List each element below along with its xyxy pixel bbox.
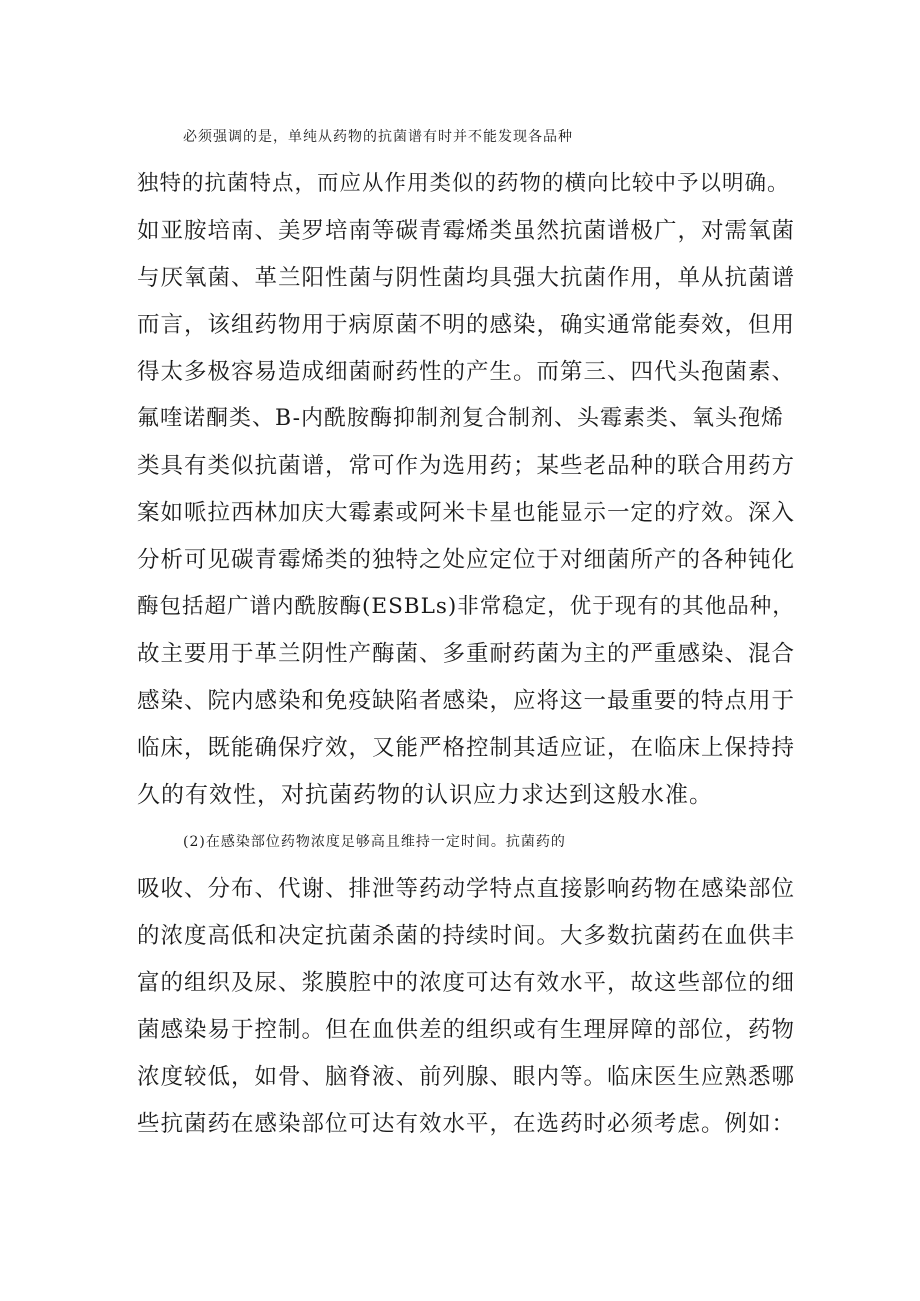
- paragraph2-line-6: 浓度较低，如骨、脑脊液、前列腺、眼内等。临床医生应熟悉哪: [137, 1064, 796, 1090]
- paragraph1-line-5: 而言，该组药物用于病原菌不明的感染，确实通常能奏效，但用: [137, 312, 796, 338]
- paragraph2-line-4: 富的组织及尿、浆膜腔中的浓度可达有效水平，故这些部位的细: [137, 970, 796, 996]
- paragraph1-line-13: 感染、院内感染和免疫缺陷者感染，应将这一最重要的特点用于: [137, 688, 796, 714]
- paragraph2-line-1: (2)在感染部位药物浓度足够高且维持一定时间。抗菌药的: [183, 834, 566, 850]
- paragraph1-line-6: 得太多极容易造成细菌耐药性的产生。而第三、四代头孢菌素、: [137, 359, 796, 385]
- paragraph1-line-4: 与厌氧菌、革兰阳性菌与阴性菌均具强大抗菌作用，单从抗菌谱: [137, 265, 796, 291]
- paragraph2-line-3: 的浓度高低和决定抗菌杀菌的持续时间。大多数抗菌药在血供丰: [137, 923, 796, 949]
- paragraph1-line-8: 类具有类似抗菌谱，常可作为选用药；某些老品种的联合用药方: [137, 453, 796, 479]
- paragraph1-line-12: 故主要用于革兰阴性产酶菌、多重耐药菌为主的严重感染、混合: [137, 641, 796, 667]
- paragraph2-line-5: 菌感染易于控制。但在血供差的组织或有生理屏障的部位，药物: [137, 1017, 796, 1043]
- paragraph1-line-2: 独特的抗菌特点，而应从作用类似的药物的横向比较中予以明确。: [137, 171, 790, 196]
- paragraph1-line-14: 临床，既能确保疗效，又能严格控制其适应证，在临床上保持持: [137, 735, 796, 761]
- paragraph2-line-7: 些抗菌药在感染部位可达有效水平，在选药时必须考虑。例如：: [137, 1111, 796, 1137]
- paragraph1-line-10: 分析可见碳青霉烯类的独特之处应定位于对细菌所产的各种钝化: [137, 547, 796, 573]
- paragraph2-line-2: 吸收、分布、代谢、排泄等药动学特点直接影响药物在感染部位: [137, 876, 796, 902]
- paragraph1-line-7: 氟喹诺酮类、B-内酰胺酶抑制剂复合制剂、头霉素类、氧头孢烯: [137, 406, 785, 431]
- paragraph1-line-3: 如亚胺培南、美罗培南等碳青霉烯类虽然抗菌谱极广，对需氧菌: [137, 218, 796, 244]
- paragraph1-line-1: 必须强调的是，单纯从药物的抗菌谱有时并不能发现各品种: [183, 129, 573, 145]
- paragraph1-line-9: 案如哌拉西林加庆大霉素或阿米卡星也能显示一定的疗效。深入: [137, 500, 796, 526]
- paragraph1-line-15: 久的有效性，对抗菌药物的认识应力求达到这般水准。: [137, 782, 713, 808]
- paragraph1-line-11: 酶包括超广谱内酰胺酶(ESBLs)非常稳定，优于现有的其他品种，: [137, 594, 795, 619]
